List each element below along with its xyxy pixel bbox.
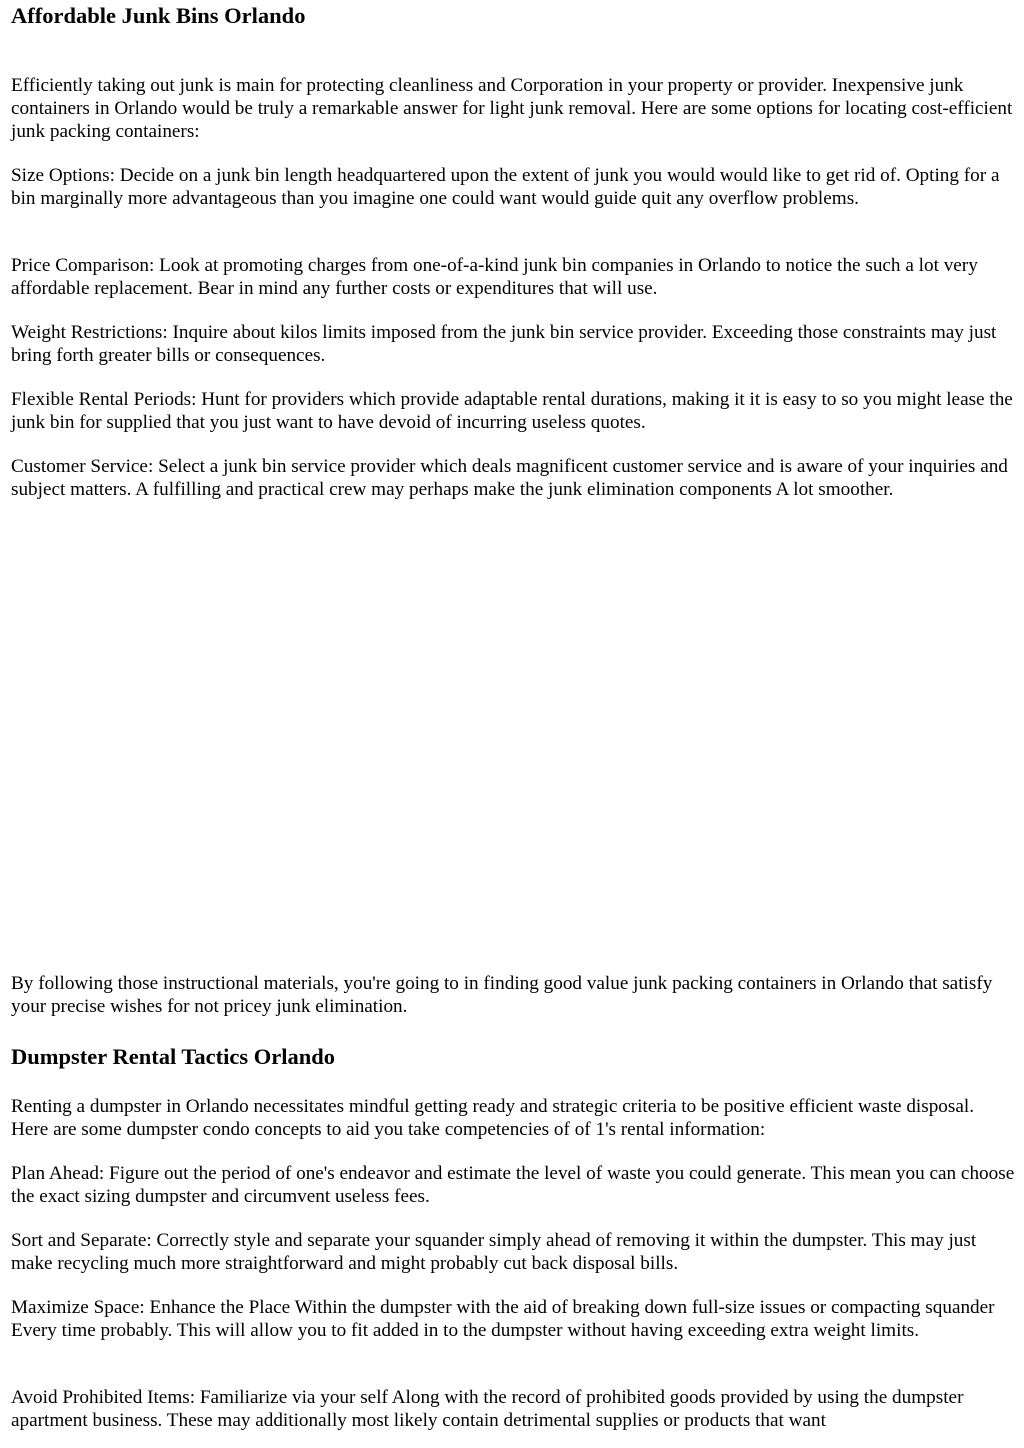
tip-maximize-space: Maximize Space: Enhance the Place Within the dumpster with the aid of breaking down full-size issues or compacting squander Every time probably. This will allow you to fit added in to the dumpster without having exceeding extra weight limits.	[11, 1297, 995, 1341]
tip-price-comparison: Price Comparison: Look at promoting charges from one-of-a-kind junk bin companies in Orlando to notice the such a lot very affordable replacement. Bear in mind any further costs or expenditures that will use.	[11, 255, 978, 299]
section-title-affordable-junk-bins: Affordable Junk Bins Orlando	[11, 3, 306, 28]
section1-closing-paragraph: By following those instructional materials, you're going to in finding good value junk packing containers in Orlando that satisfy your precise wishes for not pricey junk elimination.	[11, 973, 993, 1017]
tip-sort-and-separate: Sort and Separate: Correctly style and separate your squander simply ahead of removing it within the dumpster. This may just make recycling much more straightforward and might probably cut back disposal bills.	[11, 1230, 977, 1274]
tip-weight-restrictions: Weight Restrictions: Inquire about kilos limits imposed from the junk bin service provider. Exceeding those constraints may just bring forth greater bills or consequences.	[11, 322, 997, 366]
section2-intro-paragraph: Renting a dumpster in Orlando necessitates mindful getting ready and strategic criteria to be positive efficient waste disposal. Here are some dumpster condo concepts to aid you take competencies of of 1's rental information:	[11, 1096, 975, 1140]
tip-customer-service: Customer Service: Select a junk bin service provider which deals magnificent customer service and is aware of your inquiries and subject matters. A fulfilling and practical crew may perhaps make the junk elimination components A lot smoother.	[11, 456, 1008, 500]
tip-size-options: Size Options: Decide on a junk bin length headquartered upon the extent of junk you would would like to get rid of. Opting for a bin marginally more advantageous than you imagine one could want would guide quit any overflow problems.	[11, 165, 1000, 209]
tip-plan-ahead: Plan Ahead: Figure out the period of one's endeavor and estimate the level of waste you could generate. This mean you can choose the exact sizing dumpster and circumvent useless fees.	[11, 1163, 1015, 1207]
tip-flexible-rental-periods: Flexible Rental Periods: Hunt for providers which provide adaptable rental durations, making it it is easy to so you might lease the junk bin for supplied that you just want to have devoid of incurring useless quotes.	[11, 389, 1013, 433]
tip-avoid-prohibited-items: Avoid Prohibited Items: Familiarize via your self Along with the record of prohibited goods provided by using the dumpster apartment business. These may additionally most likely contain detrimental supplies or products that want	[11, 1387, 964, 1431]
section1-intro-paragraph: Efficiently taking out junk is main for protecting cleanliness and Corporation in your property or provider. Inexpensive junk containers in Orlando would be truly a remarkable answer for light junk removal. Here are some options for locating cost-efficient junk packing containers:	[11, 75, 1013, 142]
section-title-dumpster-rental-tactics: Dumpster Rental Tactics Orlando	[11, 1044, 335, 1069]
blank-spacer	[11, 540, 1015, 960]
